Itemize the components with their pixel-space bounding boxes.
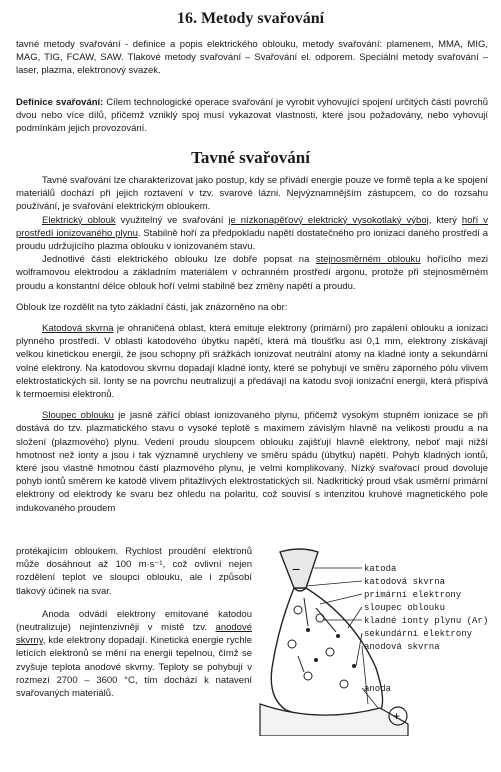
ion-circle (294, 606, 302, 614)
arc-text-b: je nízkonapěťový elektrický vysokotlaký výboj (228, 214, 429, 226)
electron-dot (352, 664, 356, 668)
label-anode-spot: anodová skvrna (364, 642, 440, 652)
paragraph-fusion: Tavné svařování lze charakterizovat jako postup, kdy se přivádí energie pouze ve formě tepla a ke spojení materiálů dochází při jejich roztavení v tzv. svarové lázni. Nejvýznamnějším zástupcem, co do rozsahu používání, je svařování elektrickým obloukem. (16, 175, 488, 213)
ion-circle (304, 672, 312, 680)
ion-circle (340, 680, 348, 688)
dc-text-b: stejnosměrném oblouku (315, 254, 421, 266)
body-text (16, 174, 488, 515)
label-arc-column: sloupec oblouku (364, 603, 446, 613)
leader-line (320, 594, 362, 604)
paragraph-dc-arc (16, 253, 488, 293)
label-anode: anoda (364, 684, 392, 694)
term-anode-spot: anodové skvrny (16, 622, 252, 647)
ion-circle (326, 648, 334, 656)
cathode-spot-text: je ohraničená oblast, která emituje elektrony (primární) pro zapálení oblouku a ionizaci plynného prostředí. V oblasti katodového úbytku napětí, která má tloušťku asi 0,1 mm, elektrony získávají velkou kinetickou energii, že jsou schopny při srážkách ionizovat neutrální atomy na kladné ionty a sekundární volné elektrony. Na katodovou skvrnu dopadají kladné ionty, které se pohybují ve směru záporného pólu vlivem elektrostatických sil. Ionty se na povrchu neutralizují a předávají na katodu svoji ionizační energii, která přispívá k termoemisi elektronů. (16, 323, 489, 401)
arc-text-c: , který (428, 214, 462, 226)
anode-text-c: , kde elektrony dopadají. Kinetická energie rychle letících elektronů se mění na energii tepelnou, čímž se zvyšuje teplota anodové skvrny. Teploty se pohybují v rozmezí 2700 – 3600 °C, tím dochází k natavení svařovaných materiálů. (16, 635, 252, 700)
minus-sign: − (292, 561, 301, 577)
term-arc-column: Sloupec oblouku (42, 410, 114, 422)
chapter-heading: 16. Metody svařování (176, 10, 325, 27)
definition-paragraph (16, 96, 488, 136)
arc-text-e: . Stabilně hoří za předpokladu napětí dostatečného pro ionizaci daného prostředí a proudu udržujícího plazma oblouku v ionizovaném stavu. (16, 227, 489, 253)
paragraph-parts: Oblouk lze rozdělit na tyto základní části, jak znázorněno na obr: (16, 301, 288, 313)
paragraph-cathode-spot (16, 322, 488, 401)
paragraph-arc-column (16, 409, 488, 515)
left-column-text (16, 545, 252, 700)
definition-text: Cílem technologické operace svařování je vyrobit vyhovující spojení určitých částí povrchů dvou nebo více dílů, přičemž vzniklý spoj musí vykazovat vlastnosti, které jsou požadovány, nebo vyhovují podmínkám jejich provozování. (16, 97, 488, 135)
term-cathode-spot: Katodová skvrna (42, 323, 114, 335)
leader-line (362, 646, 368, 704)
ion-circle (316, 614, 324, 622)
term-electric-arc: Elektrický oblouk (42, 214, 116, 226)
definition-label: Definice svařování: (16, 97, 104, 108)
label-positive-ions: kladné ionty plynu (Ar) (364, 616, 489, 626)
electron-dot (314, 658, 318, 662)
arc-column-continued: protékajícím obloukem. Rychlost proudění elektronů může dosáhnout až 100 m·s⁻¹, což ovlivní nejen rozdělení teplot ve sloupci oblouku, ale i způsobí tlakový účinek na svar. (16, 546, 252, 597)
paragraph-anode (16, 608, 252, 700)
dc-text-a: Jednotlivé části elektrického oblouku lze dobře popsat na (42, 254, 316, 266)
arc-diagram-svg (258, 548, 494, 736)
anode-plate (260, 704, 408, 736)
arc-column-text: je jasně zářící oblast ionizovaného plynu, přičemž vysokým stupněm ionizace se při dostává do tzv. plazmatického stavu o vysoké teplotě s maximem závislým hlavně na velikosti proudu a na složení (plazmového) plynu. Vedení proudu sloupcem oblouku zajišťují hlavně elektrony, neboť mají nižší hmotnost než ionty a jsou i tak významně urychleny ve směru spádu (úbytku) napětí. Pohyb kladných iontů, které jsou vlastně hmotnou částí plazmového plynu, je velmi komplikovaný. Nízký svařovací proud dovoluje pohyb iontů směrem ke katodě vlivem přitažlivých elektrostatických sil. Nadkritický proud však usměrní primární elektrony od elektrody ke svaru bez ohledu na polaritu, což souvisí s intenzitou kruhové magnetického pole indukovaného proudem (16, 410, 489, 514)
arc-diagram (258, 548, 494, 736)
label-cathode-spot: katodová skvrna (364, 577, 446, 587)
dc-text-c: hořícího mezi wolframovou elektrodou a základním materiálem v ochranném prostředí argonu, protože při stejnosměrném proudu a konstantní délce oblouk hoří velmi stabilně bez změny napětí a proudu. (16, 254, 488, 292)
electron-dot (336, 634, 340, 638)
plus-sign: + (393, 709, 401, 723)
label-cathode: katoda (364, 564, 397, 574)
leader-line (348, 607, 362, 628)
arc-text-d: hoří v prostředí ionizovaného plynu (16, 214, 488, 239)
electron-path (298, 656, 304, 672)
anode-text-a: Anoda odvádí elektrony emitované katodou (neutralizuje) nejintenzivněji v místě tzv. (16, 608, 252, 634)
intro-text: tavné metody svařování - definice a popis elektrického oblouku, metody svařování: plamenem, MMA, MIG, MAG, TIG, FCAW, SAW. Tlakové metody svařování – Svařování el. odporem. Speciální metody svařování – laser, plazma, elektronový svazek. (16, 39, 488, 77)
leader-line (306, 581, 362, 586)
intro-paragraph (16, 38, 488, 78)
electron-path (304, 598, 308, 626)
electron-dot (306, 628, 310, 632)
section-title: Tavné svařování (191, 148, 310, 167)
ion-circle (288, 640, 296, 648)
label-primary-electrons: primární elektrony (364, 590, 462, 600)
paragraph-arc (16, 214, 488, 254)
arc-text-a: využitelný ve svařování (115, 214, 229, 226)
label-secondary-electrons: sekundární elektrony (364, 629, 473, 639)
